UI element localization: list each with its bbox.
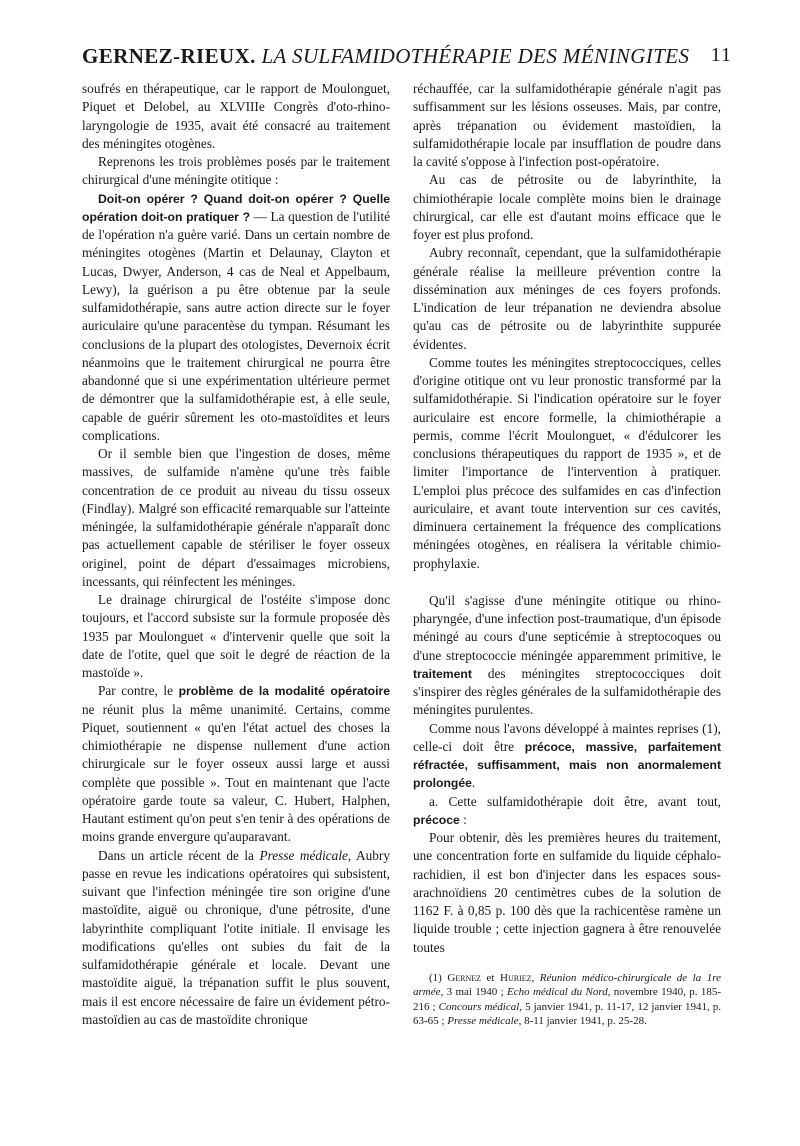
paragraph-text: Comme nous l'avons développé à maintes reprises (1), celle-ci doit être <box>413 720 721 754</box>
section-gap <box>413 573 721 592</box>
paragraph-text: . <box>471 775 476 791</box>
left-column <box>82 80 390 1029</box>
paragraph <box>82 682 390 846</box>
right-column <box>413 80 721 1029</box>
bold-heading: Doit-on opérer ? Quand doit-on opérer ? Quelle opération doit-on pratiquer ? <box>82 191 390 224</box>
running-header <box>82 44 732 78</box>
bold-term: traitement <box>413 666 472 681</box>
paragraph: réchauffée, car la sulfamidothérapie générale n'agit pas suffisamment sur les lésions osseuses. Mais, par contre, après trépanation ou évidement mastoïdien, la sulfamidothérapie locale par insufflation de poudre dans la cavité s'oppose à l'infection post-opératoire. <box>413 81 721 169</box>
journal-title: Presse médicale <box>259 847 348 863</box>
footnote-text <box>413 971 721 1029</box>
paragraph <box>413 592 721 720</box>
paragraph: Or il semble bien que l'ingestion de doses, même massives, de sulfamide n'amène qu'une très faible concentration de ce produit au niveau du tissu osseux (Findlay). Malgré son efficacité remarquable sur l'atteinte méningée, la sulfamidothérapie générale n'apparaît donc pas actuellement capable de stériliser le foyer osseux originel, point de départ d'essaimages microbiens, incessants, qui réinfectent les méninges. <box>82 446 390 589</box>
paragraph-text: , Aubry passe en revue les indications opératoires qui subsistent, suivant que l'infection méningée tire son origine d'une mastoïdite, aiguë ou chronique, d'une pétrosite, d'une labyrinthite compliquant l'otite initiale. Il envisage les modifications qu'elles ont subies du fait de la sulfamidothérapie générale et locale. Devant une mastoïdite aiguë, la trépanation suffit le plus souvent, mais il est encore nécessaire de faire un évidement pétro-mastoïdien au cas de mastoïdite chronique <box>82 847 390 1027</box>
header-title: LA SULFAMIDOTHÉRAPIE DES MÉNINGITES <box>261 44 690 68</box>
paragraph: Aubry reconnaît, cependant, que la sulfamidothérapie générale réalise la meilleure prévention contre la dissémination aux méninges de ces foyers profonds. L'indication de leur trépanation ne deviendra absolue qu'au cas de pétrosite ou de labyrinthite suppurée évidentes. <box>413 245 721 352</box>
bold-term: problème de la modalité opératoire <box>178 684 391 699</box>
footnote-text-part: et <box>481 971 500 984</box>
footnote-source: Réunion médico-chirurgicale de la 1re armée <box>413 971 721 999</box>
paragraph: Le drainage chirurgical de l'ostéite s'impose donc toujours, et l'accord subsiste sur la formule proposée dès 1935 par Moulonguet « d'intervenir quelle que soit la date de l'otite, quel que soit le degré de réaction de la mastoïde ». <box>82 592 390 680</box>
footnote-author: Huriez <box>500 971 532 984</box>
paragraph: Comme toutes les méningites streptococciques, celles d'origine otitique ont vu leur pronostic transformé par la sulfamidothérapie. Si l'indication opératoire sur le foyer auriculaire est encore formelle, la chimiothérapie a permis, comme l'écrit Moulonguet, « d'édulcorer les conclusions thérapeutiques du rapport de 1935 », et de limiter l'importance de l'intervention à pratiquer. L'emploi plus précoce des sulfamides en cas d'infection auriculaire, et avant toute intervention sur ces cavités, diminuera certainement la fréquence des complications méningées otogènes, en réalisera la véritable chimio-prophylaxie. <box>413 354 721 571</box>
paragraph: Au cas de pétrosite ou de labyrinthite, la chimiothérapie locale complète moins bien le drainage chirurgical, car elle est d'autant moins efficace que le foyer est plus profond. <box>413 172 721 242</box>
footnote-source: Concours médical <box>438 1000 520 1013</box>
paragraph-text: Par contre, le <box>98 683 179 699</box>
footnote-text-part: , 5 janvier 1941, p. 11-17, 12 janvier 1941, p. 63-65 ; <box>413 1000 721 1028</box>
paragraph <box>82 847 390 1030</box>
footnote-text-part: , 3 mai 1940 ; <box>440 986 508 999</box>
paragraph-text: — La question de l'utilité de l'opération n'a guère varié. Dans un certain nombre de méningites otogènes (Martin et Delaunay, Clayton et Lucas, Dwyer, Anderson, 4 cas de Neal et Appelbaum, Lewy), la guérison a pu être obtenue par la seule sulfamidothérapie, sans autre action directe sur le foyer auriculaire qu'une paracentèse du tympan. Résumant les conclusions de la plupart des otologistes, Devernoix écrit néanmoins que le traitement chirurgical ne pourra être abandonné que si une expérimentation ultérieure permet de démontrer que la sulfamidothérapie est, à elle seule, capable de guérir sûrement les oto-mastoïdites et leurs complications. <box>82 208 390 443</box>
header-author: GERNEZ-RIEUX. <box>82 44 256 68</box>
footnote-author: Gernez <box>447 971 482 984</box>
paragraph-text: a. Cette sulfamidothérapie doit être, avant tout, <box>429 793 721 809</box>
page-number: 11 <box>710 44 732 66</box>
paragraph-text: Qu'il s'agisse d'une méningite otitique ou rhino-pharyngée, d'une infection post-traumatique, d'un épisode méningé au cours d'une septicémie à streptocoques ou d'une streptococcie méningée apparemment primitive, le <box>413 592 721 663</box>
footnote-separator <box>413 957 721 971</box>
paragraph-text: ne réunit plus la même unanimité. Certains, comme Piquet, soutiennent « qu'en l'état actuel des choses la chimiothérapie ne dispense nullement d'une action chirurgicale sur le foyer osseux aussi large et aussi complète que possible ». Tout en maintenant que l'acte opératoire garde toute sa valeur, C. Hubert, Halphen, Hautant estiment qu'on peut s'en tenir à des opérations de moins grande envergure qu'auparavant. <box>82 701 390 845</box>
paragraph-text: Dans un article récent de la <box>98 847 260 863</box>
footnote-number: (1) <box>429 971 448 984</box>
bold-term: précoce, massive, parfaitement réfractée, suffisamment, mais non anormalement prolongée <box>413 739 722 791</box>
footnote <box>413 971 721 1029</box>
footnote-text-part: , novembre 1940, p. 185-216 ; <box>413 986 721 1013</box>
footnote-source: Presse médicale <box>447 1015 519 1028</box>
paragraph: Reprenons les trois problèmes posés par le traitement chirurgical d'une méningite otitique : <box>82 154 390 188</box>
paragraph <box>413 793 721 830</box>
footnote-source: Echo médical du Nord <box>507 986 608 999</box>
paragraph-text: : <box>459 811 467 827</box>
footnote-text-part: , <box>531 971 540 984</box>
paragraph: soufrés en thérapeutique, car le rapport de Moulonguet, Piquet et Delobel, au XLVIIIe Congrès d'oto-rhino-laryngologie de 1935, avait été consacré au traitement des méningites otogènes. <box>82 81 390 151</box>
bold-term: précoce <box>413 812 460 827</box>
paragraph-text: des méningites streptococciques doit s'inspirer des règles générales de la sulfamidothérapie des méningites purulentes. <box>413 665 721 718</box>
paragraph <box>413 720 721 793</box>
paragraph: Pour obtenir, dès les premières heures du traitement, une concentration forte en sulfamide du liquide céphalo-rachidien, il est bon d'injecter dans les espaces sous-arachnoïdiens 20 centimètres cubes de la solution de 1162 F. à 0,85 p. 100 dès que la rachicentèse ramène un liquide trouble ; cette injection gagnera à être renouvelée toutes <box>413 830 721 955</box>
footnote-text-part: , 8-11 janvier 1941, p. 25-28. <box>518 1015 647 1028</box>
paragraph <box>82 190 390 446</box>
